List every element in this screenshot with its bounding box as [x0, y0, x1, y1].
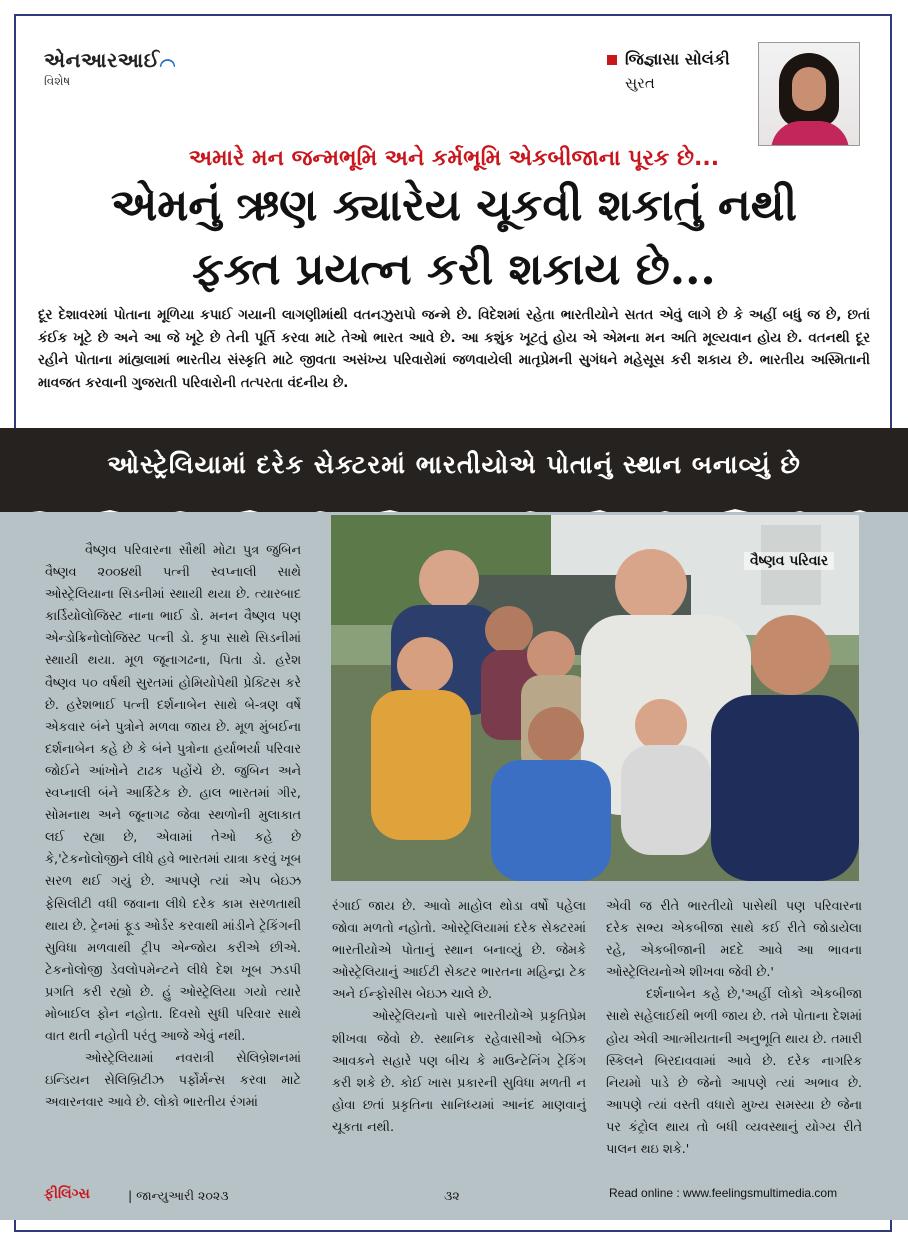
section-label: વિશેષ [44, 74, 71, 88]
article-column-1 [45, 540, 301, 1114]
headline-line-2: ફક્ત પ્રયત્ન કરી શકાય છે... [192, 244, 716, 295]
page-number: ૩૨ [444, 1188, 460, 1203]
section-banner-title: ઓસ્ટ્રેલિયામાં દરેક સેક્ટરમાં ભારતીયોએ પોતાનું સ્થાન બનાવ્યું છે [107, 450, 801, 479]
author-name: જિજ્ઞાસા સોલંકી [625, 49, 730, 69]
kicker: અમારે મન જન્મભૂમિ અને કર્મભૂમિ એકબીજાના પૂરક છે... [188, 146, 720, 171]
column-3-paragraph-1: એવી જ રીતે ભારતીયો પાસેથી પણ પરિવારના દરેક સભ્ય એકબીજા સાથે કઈ રીતે જોડાયેલા રહે, એકબીજાની મદદે આવે આ ભાવના ઓસ્ટ્રેલિયનોએ શીખવા જેવી છે.' [606, 899, 862, 981]
intro-paragraph: દૂર દેશાવરમાં પોતાના મૂળિયા કપાઈ ગયાની લાગણીમાંથી વતનઝુરાપો જન્મે છે. વિદેશમાં રહેતા ભારતીયોને સતત એવું લાગે છે કે અહીં બધું જ છે, છતાં કંઈક ખૂટે છે અને આ જે ખૂટે છે તેની પૂર્તિ કરવા માટે તેઓ ભારત આવે છે. આ કશુંક ખૂટતું હોય એ એમના મન અતિ મૂલ્યવાન હોય છે. વતનથી દૂર રહીને પોતાના માંહ્યલામાં ભારતીય સંસ્કૃતિ માટે જીવતા અસંખ્ય પરિવારોમાં જળવાયેલી માતૃપ્રેમની સુગંધને મહેસૂસ કરી શકાય છે. ભારતીય અસ્મિતાની માવજત કરવાની ગુજરાતી પરિવારોની તત્પરતા વંદનીય છે. [38, 308, 870, 391]
column-3-paragraph-2: દર્શનાબેન કહે છે,'અહીં લોકો એકબીજા સાથે સહેલાઈથી ભળી જાય છે. તમે પોતાના દેશમાં હોય એવી આત્મીયતાની અનુભૂતિ થાય છે. તમારી સ્કિલને બિરદાવવામાં આવે છે. દરેક નાગરિક નિયમો પાડે છે જેનો આપણે ત્યાં અભાવ છે. આપણે ત્યાં વસ્તી વધારો મુખ્ય સમસ્યા છે જેના પર કંટ્રોલ થાય તો બધી વ્યવસ્થાનું યોગ્ય રીતે પાલન થઇ શકે.' [606, 987, 862, 1158]
column-1-paragraph-1: વૈષ્ણવ પરિવારના સૌથી મોટા પુત્ર જુબિન વૈષ્ણવ ૨૦૦૪થી પત્ની સ્વપ્નાલી સાથે ઓસ્ટ્રેલિયાના સિડનીમાં સ્થાયી થયા છે. ત્યારબાદ કાર્ડિયોલોજિસ્ટ નાના ભાઈ ડો. મનન વૈષ્ણવ પણ એન્ડોક્રિનોલોજિસ્ટ પત્ની ડો. કૃપા સાથે સિડનીમાં સ્થાયી થયા. મૂળ જૂનાગઢના, પિતા ડો. હરેશ વૈષ્ણવ ૫૦ વર્ષથી સુરતમાં હોમિયોપેથી પ્રેક્ટિસ કરે છે. હરેશભાઈ પત્ની દર્શનાબેન સાથે બે-ત્રણ વર્ષે એકવાર બંને પુત્રોને મળવા જાય છે. મૂળ મુંબઈના દર્શનાબેન કહે છે કે બંને પુત્રોના હર્યાભર્યા પરિવાર જોઈને આંખોને ટાઢક પહોંચે છે. જુબિન અને સ્વપ્નાલી બંને આર્કિટેક છે. હાલ ભારતમાં ગીર, સોમનાથ અને જૂનાગઢ જેવા સ્થળોની મુલાકાત લઈ રહ્યા છે, એવામાં તેઓ કહે છે કે,'ટેકનોલોજીને લીધે હવે ભારતમાં યાત્રા કરવું ખૂબ સરળ થઈ ગયું છે. આપણે ત્યાં એપ બેઇઝ ફેસિલીટી વધી જવાના લીધે દરેક કામ સરળતાથી થાય છે. ટ્રેનમાં ફૂડ ઓર્ડર કરવાથી માંડીને ટ્રેકિંગની સુવિધા મળવાથી ટ્રીપ એન્જોય કરીએ છીએ. ટેકનોલોજી ડેવલોપમેન્ટને લીધે દેશ ખૂબ ઝડપી પ્રગતિ કરી રહ્યો છે. હું ઓસ્ટ્રેલિયા ગયો ત્યારે મોબાઈલ ફોન નહોતા. દિવસો સુધી પરિવાર સાથે વાત થતી નહોતી પરંતુ આજે એવું નથી. [45, 543, 301, 1045]
author-city: સુરત [625, 73, 655, 92]
bullet-square-icon [607, 55, 617, 65]
column-1-paragraph-2: ઓસ્ટ્રેલિયામાં નવરાત્રી સેલિબ્રેશનમાં ઇન્ડિયન સેલિબ્રિટીઝ પર્ફોર્મન્સ કરવા માટે અવારનવાર આવે છે. લોકો ભારતીય રંગમાં [45, 1051, 301, 1111]
photo-caption: વૈષ્ણવ પરિવાર [744, 552, 834, 570]
brand-block [44, 48, 176, 89]
column-2-paragraph-2: ઓસ્ટ્રેલિયનો પાસે ભારતીયોએ પ્રકૃતિપ્રેમ શીખવા જેવો છે. સ્થાનિક રહેવાસીઓ બેઝિક આવકને સહારે પણ બીચ કે માઉન્ટેનિંગ ટ્રેકિંગ કરી શકે છે. કોઈ ખાસ પ્રકારની સુવિધા મળતી ન હોવા છતાં પ્રકૃતિના સાનિધ્યમાં આનંદ માણવાનું ચૂકતા નથી. [332, 1009, 586, 1135]
byline [607, 49, 730, 92]
brand-logo: એનઆરઆઈ⌒ [44, 48, 176, 72]
column-2-paragraph-1: રંગાઈ જાય છે. આવો માહોલ થોડા વર્ષો પહેલા જોવા મળતો નહોતો. ઓસ્ટ્રેલિયામાં દરેક સેક્ટરમાં ભારતીયોએ પોતાનું સ્થાન બનાવ્યું છે. જેમકે ઓસ્ટ્રેલિયાનું આઈટી સેક્ટર ભારતના મહિન્દ્રા ટેક અને ઈન્ફોસીસ બેઇઝ ચાલે છે. [332, 899, 586, 1003]
headline-line-1: એમનું ઋણ ક્યારેય ચૂકવી શકાતું નથી [110, 180, 798, 231]
footer-magazine-logo: ફીલિંગ્સ [44, 1186, 90, 1202]
article-column-3 [606, 896, 862, 1161]
footer-issue-date: | જાન્યુઆરી ૨૦૨૩ [128, 1188, 229, 1203]
author-photo [758, 42, 860, 146]
footer-read-online: Read online : www.feelingsmultimedia.com [609, 1186, 838, 1200]
article-column-2 [332, 896, 586, 1139]
